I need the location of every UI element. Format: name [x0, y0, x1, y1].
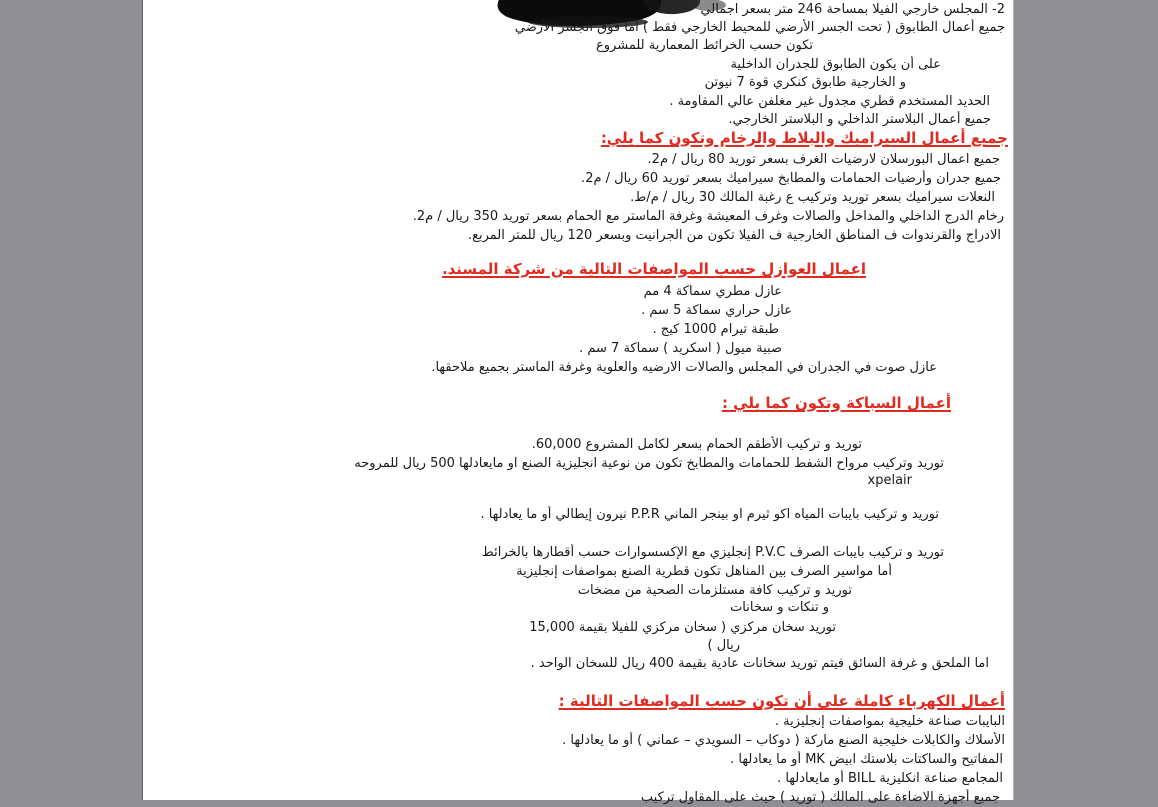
- text-line: تكون حسب الخرائط المعمارية للمشروع: [596, 38, 813, 53]
- text-line: و تنكات و سخانات: [730, 600, 829, 615]
- section-header: أعمال السباكة وتكون كما يلي :: [721, 394, 951, 412]
- text-line: توريد سخان مركزي ( سخان مركزي للفيلا بقيمة 15,000: [529, 620, 836, 635]
- text-line: توريد و تركيب بايبات المياه اكو ثيرم او بينجر الماني P.P.R نيرون إيطالي أو ما يعادلها .: [480, 507, 939, 522]
- text-line: ريال ): [707, 638, 740, 653]
- section-header: اعمال العوازل حسب المواصفات التالية من شركة المسند.: [441, 260, 866, 278]
- text-line: عازل صوت في الجدران في المجلس والصالات الارضيه والعلوية وغرفة الماستر بجميع ملاحقها.: [431, 360, 937, 375]
- text-line: النعلات سيراميك بسعر توريد وتركيب ع رغبة المالك 30 ريال / م/ط.: [630, 190, 995, 205]
- text-line: جميع أعمال الطابوق ( تحت الجسر الأرضي للمحيط الخارجي فقط ) أما فوق الجسر الأرضي: [514, 20, 1005, 35]
- text-line: توريد وتركيب مرواح الشفط للحمامات والمطابخ تكون من نوعية انجليزية الصنع او مايعادلها 500 ريال للمروحه: [354, 456, 944, 471]
- text-line: الأسلاك والكابلات خليجية الصنع ماركة ( دوكاب – السويدي – عماني ) أو ما يعادلها .: [562, 733, 1005, 748]
- text-line: توريد و تركيب الأطقم الحمام بسعر لكامل المشروع 60,000.: [531, 437, 862, 452]
- text-line: المفاتيح والساكتات بلاستك ابيض MK أو ما يعادلها .: [730, 752, 1003, 767]
- text-line: البايبات صناعة خليجية بمواصفات إنجليزية .: [774, 714, 1005, 729]
- text-line: جميع أجهزة الاضاءة على المالك ( توريد ) حيث على المقاول تركيب: [640, 790, 1000, 805]
- text-line: على أن يكون الطابوق للجدران الداخلية: [730, 57, 941, 72]
- text-line: توريد و تركيب كافة مستلزمات الصحية من مضخات: [577, 583, 852, 598]
- text-line: الادراج والقرندوات ف المناطق الخارجية ف الفيلا تكون من الجرانيت وبسعر 120 ريال للمتر المربع.: [467, 228, 1001, 243]
- text-line: xpelair: [867, 473, 912, 488]
- text-line: عازل حراري سماكة 5 سم .: [641, 303, 792, 318]
- text-line: اما الملحق و غرفة السائق فيتم توريد سخانات عادية بقيمة 400 ريال للسخان الواحد .: [530, 656, 989, 671]
- section-header: أعمال الكهرباء كاملة على أن تكون حسب المواصفات التالية :: [558, 692, 1005, 710]
- section-header: جميع أعمال السيراميك والبلاط والرخام وتكون كما يلي:: [600, 129, 1008, 147]
- text-line: جميع اعمال البورسلان لارضيات الغرف بسعر توريد 80 ريال / م2.: [647, 152, 1000, 167]
- document-page: [143, 0, 1013, 805]
- text-line: 2- المجلس خارجي الفيلا بمساحة 246 متر بسعر اجمالي: [700, 2, 1005, 17]
- text-line: و الخارجية طابوق كنكري قوة 7 نيوتن: [704, 75, 906, 90]
- text-line: الحديد المستخدم قطري مجدول غير مغلفن عالي المقاومة .: [669, 94, 990, 109]
- text-line: المجامع صناعة انكليزية BILL أو مايعادلها .: [777, 771, 1003, 786]
- text-line: توريد و تركيب بايبات الصرف P.V.C إنجليزي مع الإكسسوارات حسب أقطارها بالخرائط: [481, 545, 944, 560]
- text-line: جميع أعمال البلاستر الداخلي و البلاستر الخارجي.: [728, 112, 991, 127]
- text-line: طبقة تيرام 1000 كيج .: [652, 322, 779, 337]
- text-line: أما مواسير الصرف بين المناهل تكون قطرية الصنع بمواصفات إنجليزية: [516, 564, 892, 579]
- text-line: صبية ميول ( اسكريد ) سماكة 7 سم .: [579, 341, 782, 356]
- text-line: رخام الدرج الداخلي والمداخل والصالات وغرف المعيشة وغرفة الماستر مع الحمام بسعر توريد 350 ريال / م2.: [412, 209, 1004, 224]
- text-line: جميع جدران وأرضيات الحمامات والمطابخ سيراميك بسعر توريد 60 ريال / م2.: [581, 171, 1001, 186]
- text-line: عازل مطري سماكة 4 مم: [643, 284, 782, 299]
